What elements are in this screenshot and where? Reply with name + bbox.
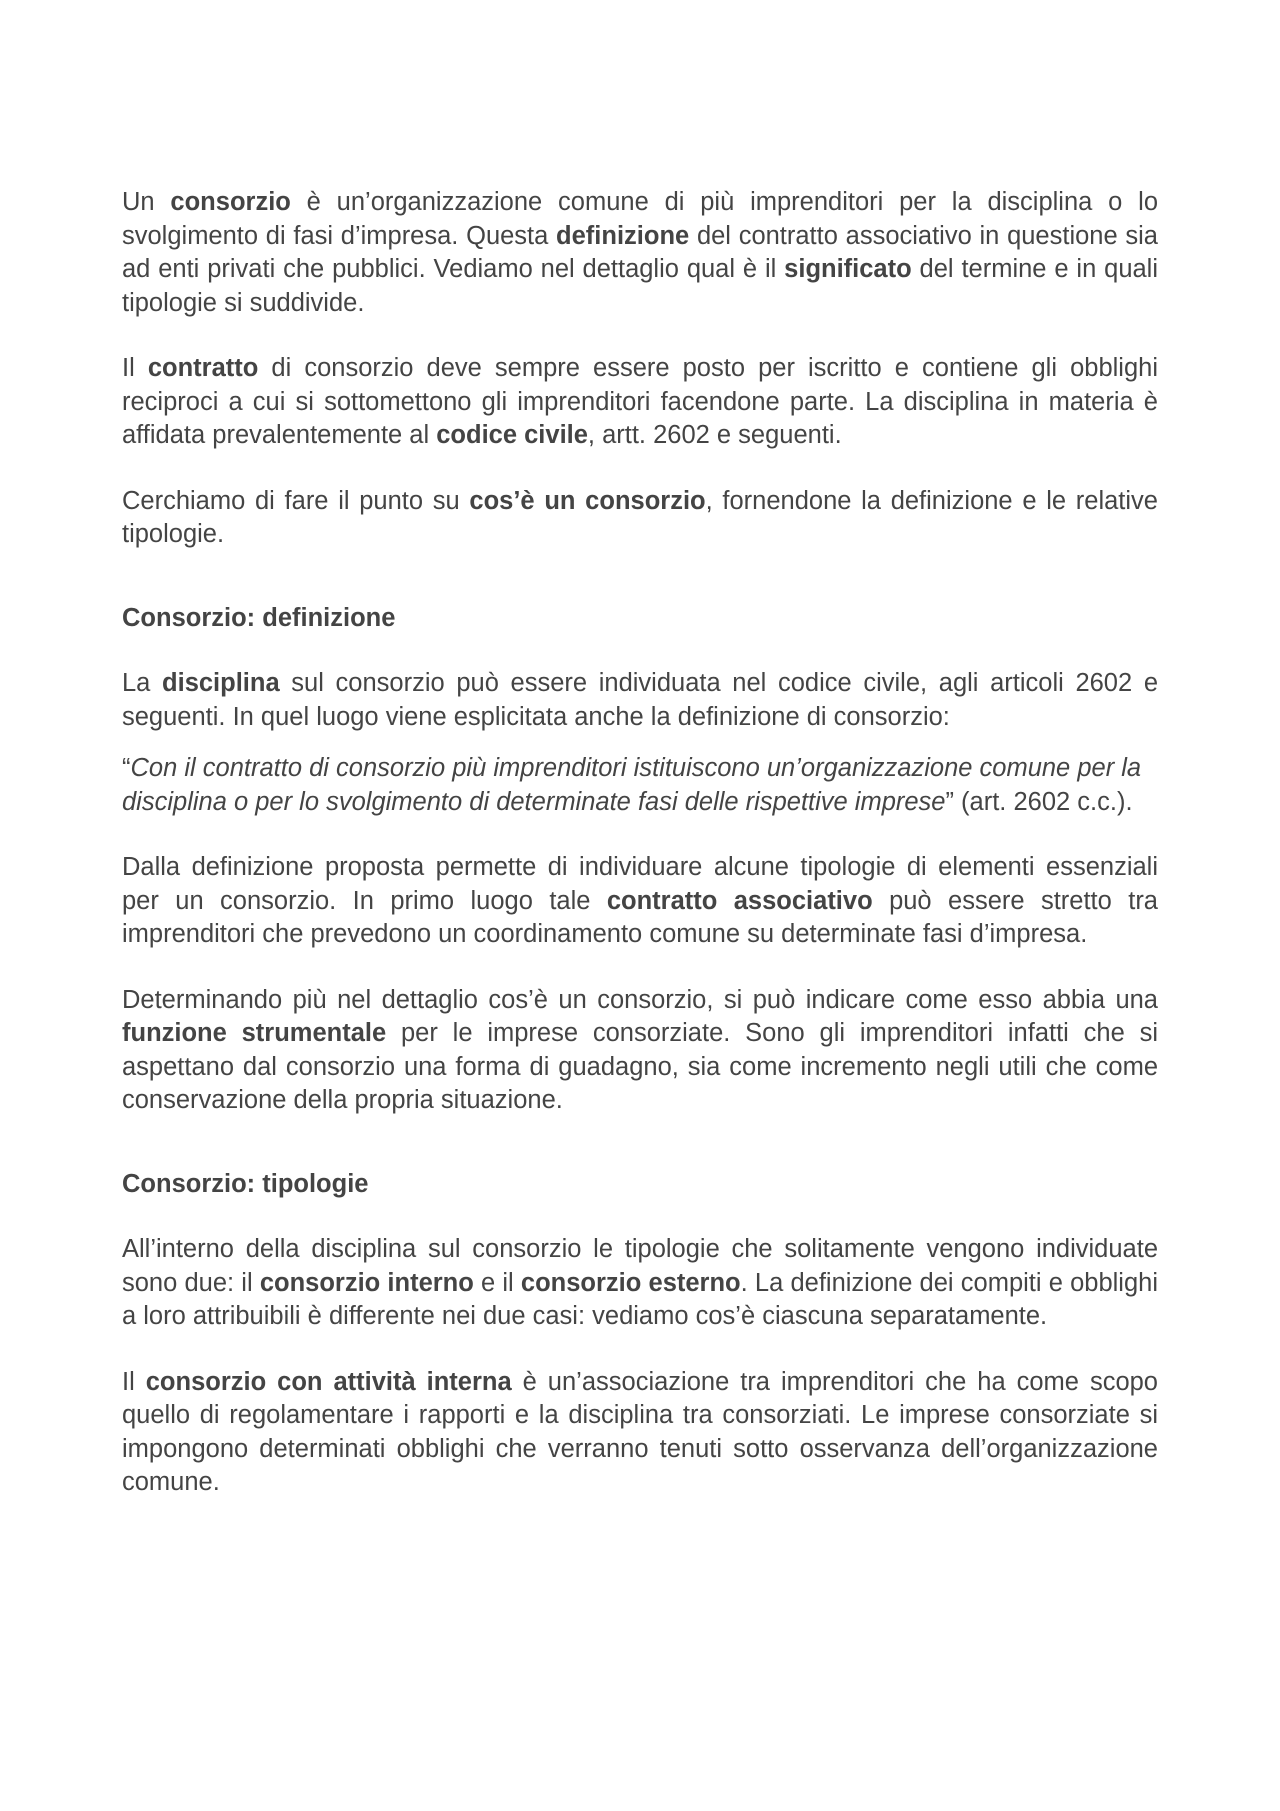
- section-heading-tipologie: Consorzio: tipologie: [122, 1169, 369, 1198]
- intro-paragraph-3: Cerchiamo di fare il punto su cos’è un consorzio, fornendone la definizione e le relative tipologie.: [122, 486, 1158, 548]
- intro-paragraph-1: Un consorzio è un’organizzazione comune di più imprenditori per la disciplina o lo svolgimento di fasi d’impresa. Questa definizione del contratto associativo in questione sia ad enti privati che pubblici. Vediamo nel dettaglio qual è il significato del termine e in quali tipologie si suddivide.: [122, 188, 1159, 317]
- section-heading-definizione: Consorzio: definizione: [122, 603, 396, 632]
- tipologie-paragraph-1: All’interno della disciplina sul consorzio le tipologie che solitamente vengono individuate sono due: il consorzio interno e il consorzio esterno. La definizione dei compiti e obblighi a loro attribuibili è differente nei due casi: vediamo cos’è ciascuna separatamente.: [122, 1235, 1158, 1330]
- definizione-paragraph-2: Dalla definizione proposta permette di individuare alcune tipologie di elementi essenziali per un consorzio. In primo luogo tale contratto associativo può essere stretto tra imprenditori che prevedono un coordinamento comune su determinate fasi d’impresa.: [122, 853, 1158, 948]
- definizione-paragraph-3: Determinando più nel dettaglio cos’è un consorzio, si può indicare come esso abbia una funzione strumentale per le imprese consorziate. Sono gli imprenditori infatti che si aspettano dal consorzio una forma di guadagno, sia come incremento negli utili che come conservazione della propria situazione.: [122, 985, 1158, 1114]
- intro-paragraph-2: Il contratto di consorzio deve sempre essere posto per iscritto e contiene gli obblighi reciproci a cui si sottomettono gli imprenditori facendone parte. La disciplina in materia è affidata prevalentemente al codice civile, artt. 2602 e seguenti.: [122, 354, 1158, 449]
- tipologie-paragraph-2: Il consorzio con attività interna è un’associazione tra imprenditori che ha come scopo quello di regolamentare i rapporti e la disciplina tra consorziati. Le imprese consorziate si impongono determinati obblighi che verranno tenuti sotto osservanza dell’organizzazione comune.: [122, 1367, 1158, 1496]
- definizione-paragraph-1: La disciplina sul consorzio può essere individuata nel codice civile, agli articoli 2602 e seguenti. In quel luogo viene esplicitata anche la definizione di consorzio:: [122, 669, 1159, 731]
- document-body: [122, 186, 1158, 1500]
- definizione-quote: “Con il contratto di consorzio più imprenditori istituiscono un’organizzazione comune per la disciplina o per lo svolgimento di determinate fasi delle rispettive imprese” (art. 2602 c.c.).: [122, 754, 1142, 816]
